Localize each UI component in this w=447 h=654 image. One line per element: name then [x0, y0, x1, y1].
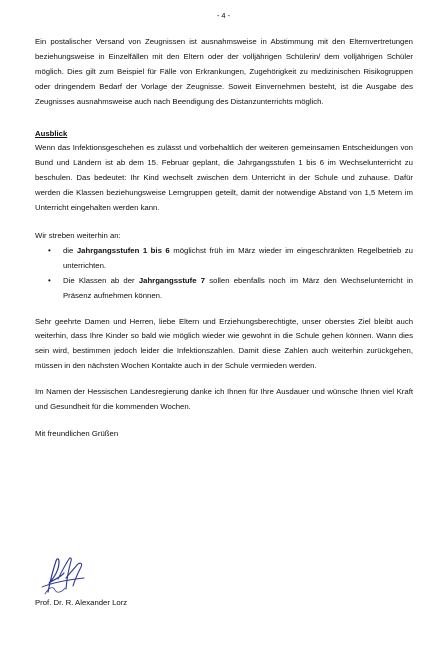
list-intro: Wir streben weiterhin an:	[35, 230, 121, 240]
list-item-prefix: die	[63, 245, 77, 255]
paragraph-outlook: Wenn das Infektionsgeschehen es zulässt und vorbehaltlich der weiteren gemeinsamen Entscheidungen von Bund und Ländern ist ab dem 15. Februar geplant, die Jahrgangsstufen 1 bis 6 im Wechselunterricht zu beschulen. Das bedeutet: Ihr Kind wechselt zwischen dem Unterricht in der Schule und zuhause. Dafür werden die Klassen beziehungsweise Lerngruppen geteilt, damit der notwendige Abstand von 1,5 Metern im Unterricht eingehalten werden kann.	[35, 143, 413, 213]
list-item-grade-7	[35, 274, 413, 304]
handwritten-signature	[37, 555, 91, 597]
bullet-dot-icon: •	[48, 245, 51, 255]
paragraph-certificates: Ein postalischer Versand von Zeugnissen ist ausnahmsweise in Abstimmung mit den Elternvertretungen beziehungsweise in Einzelfällen mit den Eltern oder der volljährigen Schülerin/ dem volljährigen Schüler möglich. Dies gilt zum Beispiel für Fälle von Erkrankungen, Zugehörigkeit zu medizinischen Risikogruppen oder dringendem Bedarf der Vorlage der Zeugnisse. Soweit Einvernehmen besteht, ist die Ausgabe des Zeugnisses ausnahmsweise auch nach Beendigung des Distanzunterrichts möglich.	[35, 37, 413, 106]
closing-salutation: Mit freundlichen Grüßen	[35, 428, 119, 438]
page-number: - 4 -	[216, 11, 231, 20]
bullet-dot-icon: •	[48, 275, 51, 285]
paragraph-thanks: Im Namen der Hessischen Landesregierung danke ich Ihnen für Ihre Ausdauer und wünsche Ihnen viel Kraft und Gesundheit für die kommenden Wochen.	[35, 387, 413, 412]
letter-body	[35, 35, 413, 442]
list-item-suffix: möglichst früh im März wieder im eingeschränkten Regelbetrieb zu unterrichten.	[63, 245, 413, 270]
signatory-name: Prof. Dr. R. Alexander Lorz	[35, 598, 128, 607]
list-item-prefix: Die Klassen ab der	[63, 275, 139, 285]
list-item-suffix: sollen ebenfalls noch im März den Wechselunterricht in Präsenz aufnehmen können.	[63, 275, 413, 300]
list-item-highlight: Jahrgangsstufe 7	[138, 275, 206, 285]
goals-list	[35, 244, 413, 304]
list-item-grades-1-6	[35, 244, 413, 274]
paragraph-goal: Sehr geehrte Damen und Herren, liebe Eltern und Erziehungsberechtigte, unser oberstes Ziel bleibt auch weiterhin, dass Ihre Kinder so bald wie möglich wieder wie gewohnt in die Schule gehen können. Wann dies sein wird, bestimmen jedoch leider die Infektionszahlen. Damit diese Zahlen auch weiterhin zurückgehen, müssen in den nächsten Wochen Kontakte auch in der Schule vermieden werden.	[35, 316, 413, 371]
list-item-highlight: Jahrgangsstufen 1 bis 6	[76, 245, 170, 255]
section-heading-ausblick: Ausblick	[35, 128, 68, 138]
